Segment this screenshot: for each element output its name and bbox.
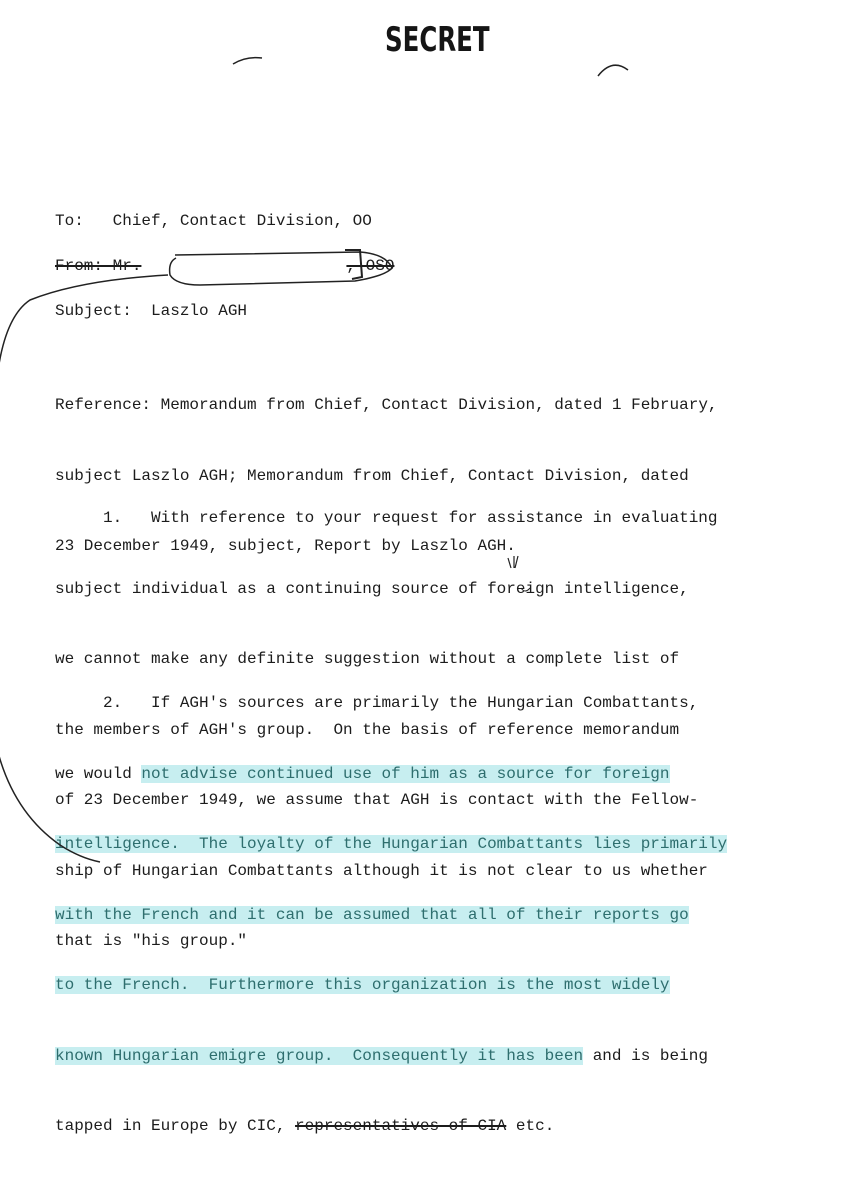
subject-value: Laszlo AGH <box>151 302 248 320</box>
para2-line: we would not advise continued use of him as a source for foreign <box>55 764 670 783</box>
to-line <box>55 212 372 231</box>
scan-mark-right <box>598 65 628 76</box>
para2-line <box>55 904 727 928</box>
from-line <box>55 257 394 276</box>
reference-line-3: 23 December 1949, subject, Report by Laszlo AGH. <box>55 537 516 555</box>
para2-line <box>55 974 727 998</box>
para2-line: known Hungarian emigre group. Consequently it has been and is being <box>55 1046 708 1065</box>
subject-label: Subject: <box>55 302 132 320</box>
para2-line <box>55 833 727 857</box>
para1-line: 1. With reference to your request for assistance in evaluating <box>55 509 718 527</box>
subject-line <box>55 302 247 321</box>
paragraph-2 <box>55 645 727 1186</box>
para1-line: subject individual as a continuing source of foreign intelligence, <box>55 579 689 598</box>
from-suffix: , OSO <box>346 257 395 275</box>
struck-text: representatives of CIA <box>295 1117 507 1135</box>
para1-line: the members of AGH's group. On the basis of reference memorandum <box>55 720 680 739</box>
para2-line: tapped in Europe by CIC, representatives of CIA etc. <box>55 1117 555 1135</box>
reference-line-1: Reference: Memorandum from Chief, Contact Division, dated 1 February, <box>55 396 718 414</box>
para1-line: we cannot make any definite suggestion without a complete list of <box>55 650 680 668</box>
to-value: Chief, Contact Division, OO <box>112 212 372 230</box>
highlighted-text: intelligence. The loyalty of the Hungarian Combattants lies primarily <box>55 835 728 853</box>
highlighted-text: known Hungarian emigre group. Consequently it has been <box>55 1046 584 1065</box>
para1-line: of 23 December 1949, we assume that AGH is contact with the Fellow- <box>55 791 699 809</box>
highlighted-text: not advise continued use of him as a source for foreign <box>141 764 670 783</box>
para1-line: that is "his group." <box>55 932 248 950</box>
from-text: From: Mr. <box>55 257 142 275</box>
to-label: To: <box>55 212 84 230</box>
highlighted-text: to the French. Furthermore this organization is the most widely <box>55 976 670 994</box>
para1-line: ship of Hungarian Combattants although it is not clear to us whether <box>55 861 708 880</box>
para2-line: 2. If AGH's sources are primarily the Hungarian Combattants, <box>55 694 699 712</box>
highlighted-text: with the French and it can be assumed that all of their reports go <box>55 905 689 924</box>
reference-label: Reference: <box>55 396 152 414</box>
scan-mark-left <box>233 58 262 64</box>
classification-marking: SECRET <box>385 20 490 60</box>
reference-line-2: subject Laszlo AGH; Memorandum from Chief, Contact Division, dated <box>55 466 689 485</box>
